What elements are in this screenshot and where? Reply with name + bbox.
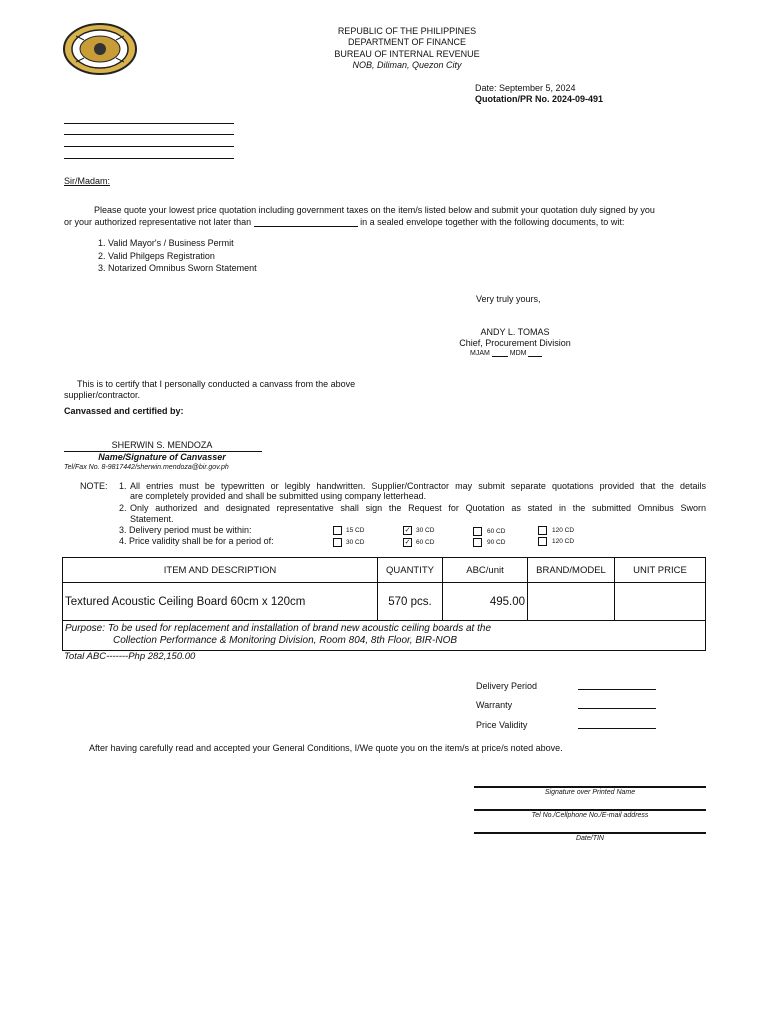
delivery-checkbox-30cd[interactable]: ✓ (404, 527, 411, 534)
contact-line[interactable] (474, 809, 706, 811)
addressee-line (64, 123, 234, 124)
signatory-title: Chief, Procurement Division (459, 338, 571, 348)
header-item: ITEM AND DESCRIPTION (63, 558, 378, 583)
items-table (62, 557, 706, 651)
item-abc: 495.00 (443, 583, 528, 621)
date-tin-caption: Date/TIN (575, 835, 604, 842)
addressee-line (64, 134, 234, 135)
note-1-line-a: All entries must be typewritten or legibly handwritten. Supplier/Contractor may submit separate quotations provided that the details (130, 481, 706, 491)
total-abc: Total ABC-------Php 282,150.00 (64, 651, 196, 662)
delivery-period-label: Delivery Period (476, 681, 538, 691)
header-republic: REPUBLIC OF THE PHILIPPINES (337, 26, 477, 36)
addressee-line (64, 158, 234, 159)
note-1-number: 1. (119, 481, 127, 491)
header-bureau: BUREAU OF INTERNAL REVENUE (334, 49, 480, 59)
requirement-number: 3. (98, 263, 106, 273)
requirement-text: Valid Philgeps Registration (108, 250, 215, 261)
validity-checkbox-30cd[interactable] (333, 538, 342, 547)
canvasser-name: SHERWIN S. MENDOZA (111, 440, 213, 450)
purpose-line1: To be used for replacement and installation of brand new acoustic ceiling boards at the (107, 623, 492, 634)
date-line: Date: September 5, 2024 (475, 83, 576, 93)
signature-line[interactable] (474, 786, 706, 788)
requirement-number: 2. (98, 250, 106, 261)
addressee-line (64, 146, 234, 147)
purpose-cell (63, 621, 706, 651)
initials-a: MJAM (470, 350, 490, 357)
validity-label-30cd: 30 CD (346, 539, 365, 546)
delivery-period-input[interactable] (578, 689, 656, 690)
canvasser-contact: Tel/Fax No. 8-9817442/sherwin.mendoza@bir.gov.ph (64, 464, 229, 471)
note-2-line-b: Statement. (130, 514, 174, 524)
header-department: DEPARTMENT OF FINANCE (347, 37, 466, 47)
note-2-line-a: Only authorized and designated representative shall sign the Request for Quotation as stated in the submitted Omnibus Sworn (130, 503, 706, 513)
table-row (63, 583, 706, 621)
header-brand: BRAND/MODEL (528, 558, 615, 583)
header-address: NOB, Diliman, Quezon City (352, 60, 462, 70)
delivery-checkbox-60cd[interactable] (473, 527, 482, 536)
salutation: Sir/Madam: (64, 176, 111, 186)
initials-blank (528, 356, 542, 357)
body-text-line2-b: in a sealed envelope together with the following documents, to wit: (360, 217, 625, 227)
canvasser-caption: Name/Signature of Canvasser (98, 452, 226, 462)
requirements-list (98, 238, 257, 276)
item-price-cell[interactable] (615, 583, 706, 621)
quotation-number: Quotation/PR No. 2024-09-491 (475, 94, 604, 104)
signatory-name: ANDY L. TOMAS (480, 327, 550, 337)
note-label: NOTE: (80, 481, 108, 491)
item-description: Textured Acoustic Ceiling Board 60cm x 120cm (63, 583, 378, 621)
body-text-line1: Please quote your lowest price quotation including government taxes on the item/s listed below and submit your quotation duly signed by you (94, 205, 655, 215)
acceptance-text: After having carefully read and accepted your General Conditions, I/We quote you on the item/s at price/s noted above. (89, 743, 563, 753)
price-validity-label: Price Validity (476, 720, 528, 730)
warranty-input[interactable] (578, 708, 656, 709)
body-text-line2 (64, 217, 714, 227)
contact-caption: Tel No./Cellphone No./E-mail address (531, 812, 649, 819)
price-validity-input[interactable] (578, 728, 656, 729)
delivery-checkbox-15cd[interactable] (333, 526, 342, 535)
list-item (98, 251, 257, 264)
validity-label-60cd: 60 CD (416, 539, 435, 546)
warranty-label: Warranty (476, 700, 513, 710)
requirement-text: Notarized Omnibus Sworn Statement (108, 263, 257, 273)
signature-caption: Signature over Printed Name (544, 789, 636, 796)
header-abc: ABC/unit (443, 558, 528, 583)
note-4-validity: 4. Price validity shall be for a period of: (119, 536, 274, 546)
list-item (98, 238, 257, 251)
header-price: UNIT PRICE (615, 558, 706, 583)
certify-line1: This is to certify that I personally conducted a canvass from the above (77, 379, 356, 389)
note-2-number: 2. (119, 503, 127, 513)
body-text-line2-a: or your authorized representative not later than (64, 217, 252, 227)
table-header-row (63, 558, 706, 583)
delivery-label-30cd: 30 CD (416, 527, 435, 534)
note-1-line-b: are completely provided and shall be submitted using company letterhead. (130, 491, 427, 501)
deadline-blank (254, 226, 358, 227)
closing: Very truly yours, (476, 294, 541, 304)
validity-checkbox-60cd[interactable]: ✓ (404, 539, 411, 546)
validity-label-120cd: 120 CD (552, 538, 575, 545)
list-item (98, 263, 257, 276)
header-quantity: QUANTITY (378, 558, 443, 583)
purpose-label: Purpose: (65, 623, 106, 634)
requirement-text: Valid Mayor's / Business Permit (108, 238, 234, 248)
canvassed-label: Canvassed and certified by: (64, 406, 184, 416)
delivery-checkbox-120cd[interactable] (538, 526, 547, 535)
certify-line2: supplier/contractor. (64, 390, 141, 400)
delivery-label-15cd: 15 CD (346, 527, 365, 534)
initials-b: MDM (509, 350, 527, 357)
initials (470, 350, 542, 357)
item-brand-cell[interactable] (528, 583, 615, 621)
item-quantity: 570 pcs. (378, 583, 443, 621)
validity-label-90cd: 90 CD (487, 539, 506, 546)
requirement-number: 1. (98, 238, 106, 248)
delivery-label-120cd: 120 CD (552, 527, 575, 534)
initials-blank (492, 356, 508, 357)
validity-checkbox-120cd[interactable] (538, 537, 547, 546)
note-3-delivery: 3. Delivery period must be within: (119, 525, 252, 535)
purpose-line2: Collection Performance & Monitoring Division, Room 804, 8th Floor, BIR-NOB (113, 635, 458, 646)
date-tin-line[interactable] (474, 832, 706, 834)
bir-seal-logo (62, 22, 138, 76)
validity-checkbox-90cd[interactable] (473, 538, 482, 547)
delivery-label-60cd: 60 CD (487, 528, 506, 535)
purpose-row (63, 621, 706, 651)
